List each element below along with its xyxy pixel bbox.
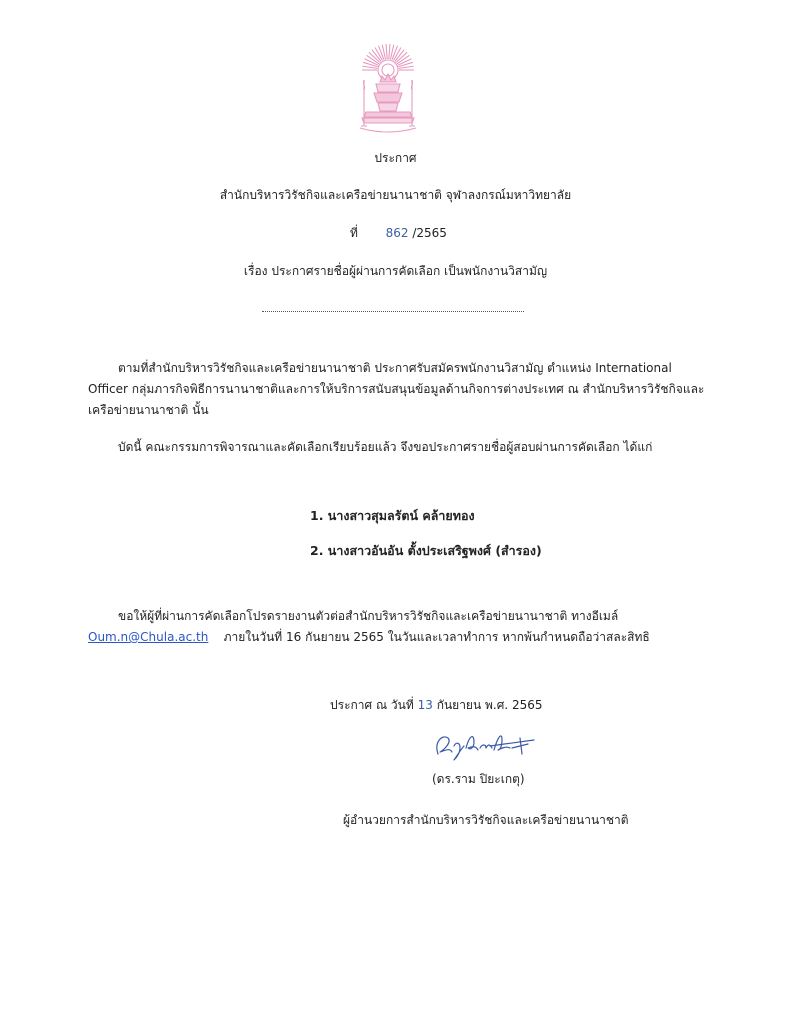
para2-text: บัดนี้ คณะกรรมการพิจารณาและคัดเลือกเรียบร้อยแล้ว จึงขอประกาศรายชื่อผู้สอบผ่านการคัดเลือก ได้แก่ bbox=[118, 440, 653, 454]
number-value: 862 bbox=[385, 226, 409, 240]
subject-line: เรื่อง ประกาศรายชื่อผู้ผ่านการคัดเลือก เป็นพนักงานวิสามัญ bbox=[243, 264, 548, 278]
email-link[interactable]: Oum.n@Chula.ac.th bbox=[88, 630, 209, 644]
page-title: ประกาศ bbox=[374, 151, 417, 165]
para3-line1: ขอให้ผู้ที่ผ่านการคัดเลือกโปรดรายงานตัวต่อสำนักบริหารวิรัชกิจและเครือข่ายนานาชาติ ทางอีเมล์ bbox=[118, 609, 619, 623]
date-day: 13 bbox=[417, 698, 433, 712]
announcement-number bbox=[350, 225, 447, 241]
paragraph-intro bbox=[88, 358, 708, 421]
date-prefix: ประกาศ ณ วันที่ bbox=[330, 698, 414, 712]
announcement-date bbox=[330, 697, 542, 713]
emblem-ray bbox=[386, 44, 387, 59]
date-suffix: กันยายน พ.ศ. 2565 bbox=[436, 698, 543, 712]
chula-emblem-icon bbox=[352, 40, 424, 138]
number-suffix: /2565 bbox=[412, 226, 447, 240]
list-item: 2. นางสาวอันอัน ตั้งประเสริฐพงศ์ (สำรอง) bbox=[310, 543, 542, 558]
para1-line2: Officer กลุ่มภารกิจพิธีการนานาชาติและการให้บริการสนับสนุนข้อมูลด้านกิจการต่างประเทศ ณ สำนักบริหารวิรัชกิจและ bbox=[88, 382, 705, 396]
para1-line3: เครือข่ายนานาชาติ นั้น bbox=[88, 403, 209, 417]
para1-line1: ตามที่สำนักบริหารวิรัชกิจและเครือข่ายนานาชาติ ประกาศรับสมัครพนักงานวิสามัญ ตำแหน่ง International bbox=[118, 361, 672, 375]
office-name: สำนักบริหารวิรัชกิจและเครือข่ายนานาชาติ จุฬาลงกรณ์มหาวิทยาลัย bbox=[219, 188, 572, 202]
number-prefix: ที่ bbox=[350, 226, 358, 240]
signer-name: (ดร.ราม ปิยะเกตุ) bbox=[432, 772, 525, 786]
signer-title: ผู้อำนวยการสำนักบริหารวิรัชกิจและเครือข่ายนานาชาติ bbox=[343, 813, 629, 827]
paragraph-result bbox=[88, 437, 708, 458]
paragraph-report bbox=[88, 606, 708, 648]
para3-line2: ภายในวันที่ 16 กันยายน 2565 ในวันและเวลาทำการ หากพ้นกำหนดถือว่าสละสิทธิ bbox=[223, 630, 650, 644]
emblem-ray bbox=[389, 44, 390, 59]
list-item: 1. นางสาวสุมลรัตน์ คล้ายทอง bbox=[310, 508, 475, 523]
handwritten-signature bbox=[430, 728, 540, 762]
divider bbox=[262, 311, 524, 312]
